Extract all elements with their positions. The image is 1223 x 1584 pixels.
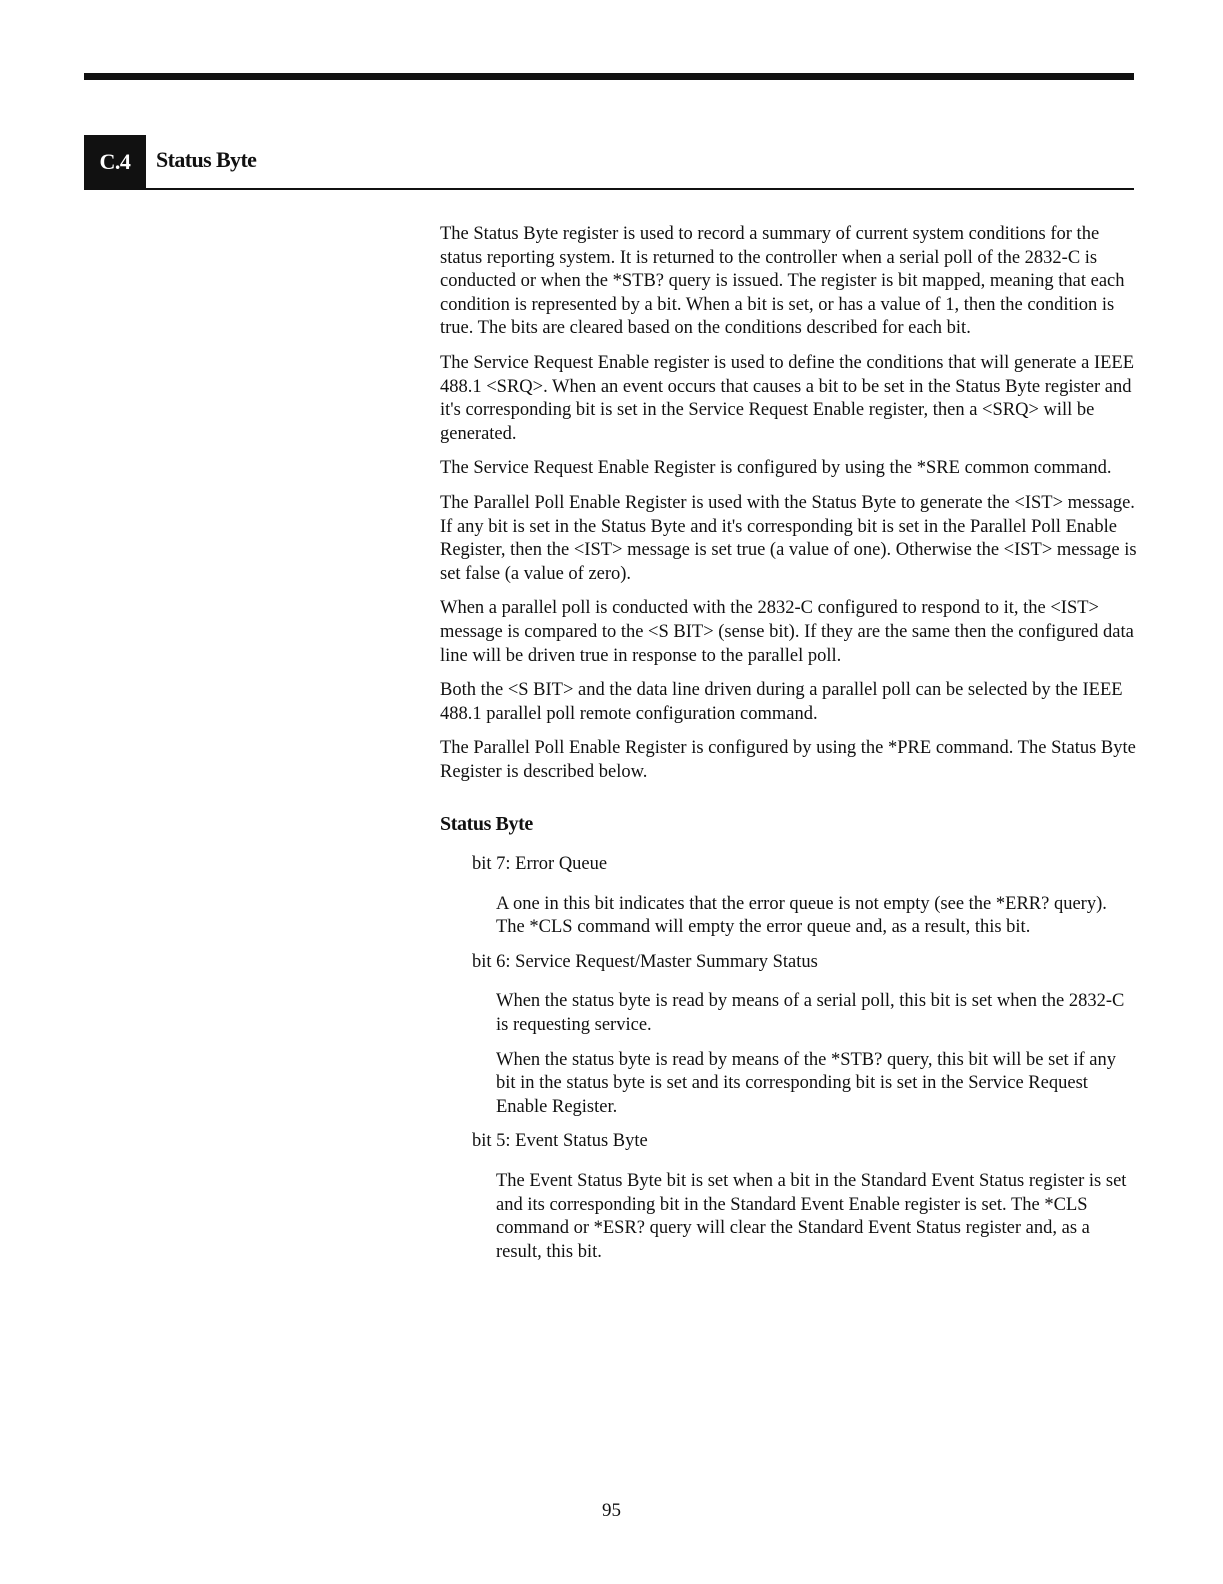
status-byte-heading: Status Byte <box>440 813 533 836</box>
bit-6-block <box>440 951 1140 1120</box>
bit-5-description <box>496 1170 1136 1264</box>
bit-6-description <box>496 990 1136 1119</box>
body-text <box>440 223 1140 1275</box>
paragraph: The Parallel Poll Enable Register is used with the Status Byte to generate the <IST> message. If any bit is set in the Status Byte and it's corresponding bit is set in the Parallel Poll Enable Register, then the <IST> message is set true (a value of one). Otherwise the <IST> message is set false (a value of zero). <box>440 492 1137 584</box>
paragraph: The Service Request Enable register is used to define the conditions that will generate a IEEE 488.1 <SRQ>. When an event occurs that causes a bit to be set in the Status Byte register and it's corresponding bit is set in the Service Request Enable register, then a <SRQ> will be generated. <box>440 352 1135 444</box>
paragraph: Both the <S BIT> and the data line driven during a parallel poll can be selected by the IEEE 488.1 parallel poll remote configuration command. <box>440 680 1123 724</box>
bit-description-paragraph: When the status byte is read by means of a serial poll, this bit is set when the 2832-C is requesting service. <box>496 991 1125 1036</box>
paragraph: The Service Request Enable Register is configured by using the *SRE common command. <box>440 458 1112 479</box>
paragraph: The Status Byte register is used to record a summary of current system conditions for the status reporting system. It is returned to the controller when a serial poll of the 2832-C is conducted or when the *STB? query is issued. The register is bit mapped, meaning that each condition is represented by a bit. When a bit is set, or has a value of 1, then the condition is true. The bits are cleared based on the conditions described for each bit. <box>440 224 1125 339</box>
bit-5-block <box>440 1130 1140 1264</box>
bit-7-description <box>496 893 1136 940</box>
top-rule <box>84 73 1134 80</box>
bit-5-title: bit 5: Event Status Byte <box>472 1131 648 1152</box>
section-header <box>84 135 1134 190</box>
bit-description-paragraph: The Event Status Byte bit is set when a bit in the Standard Event Status register is set and its corresponding bit in the Standard Event Enable register is set. The *CLS command or *ESR? query will clear the Standard Event Status register and, as a result, this bit. <box>496 1171 1127 1262</box>
bit-7-title: bit 7: Error Queue <box>472 854 608 875</box>
paragraph: The Parallel Poll Enable Register is configured by using the *PRE command. The Status Byte Register is described below. <box>440 738 1136 782</box>
bit-6-title: bit 6: Service Request/Master Summary Status <box>472 951 818 972</box>
section-title: Status Byte <box>156 147 257 172</box>
bit-7-block <box>440 853 1140 940</box>
section-number: C.4 <box>84 135 146 189</box>
paragraph: When a parallel poll is conducted with the 2832-C configured to respond to it, the <IST> message is compared to the <S BIT> (sense bit). If they are the same then the configured data line will be driven true in response to the parallel poll. <box>440 598 1134 666</box>
page-number: 95 <box>602 1500 621 1521</box>
bit-description-paragraph: A one in this bit indicates that the error queue is not empty (see the *ERR? query). The *CLS command will empty the error queue and, as a result, this bit. <box>496 893 1107 938</box>
bit-description-paragraph: When the status byte is read by means of the *STB? query, this bit will be set if any bit in the status byte is set and its corresponding bit is set in the Service Request Enable Register. <box>496 1049 1116 1117</box>
